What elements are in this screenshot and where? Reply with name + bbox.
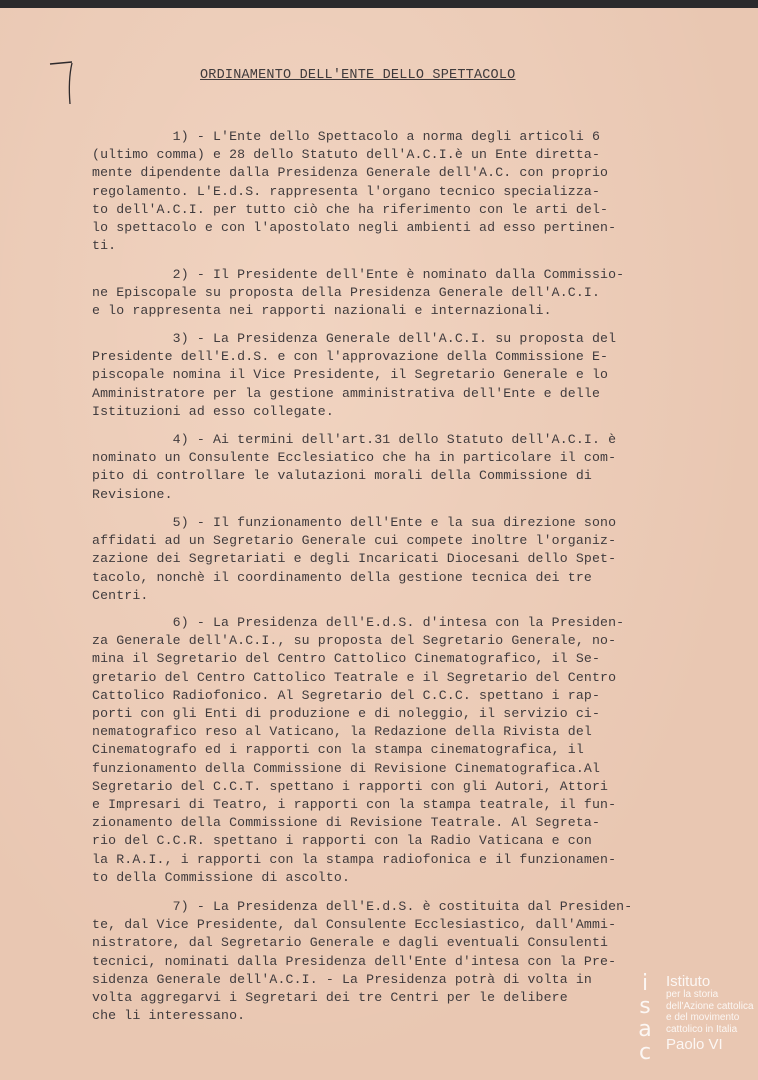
watermark-monogram-logo: i s a c [638, 971, 652, 1065]
article-4: 4) - Ai termini dell'art.31 dello Statuto dell'A.C.I. è nominato un Consulente Ecclesiatico che ha in particolare il com- pito di controllare le valutazioni morali della Commissione di Revisione. [92, 432, 617, 502]
article-1: 1) - L'Ente dello Spettacolo a norma degli articoli 6 (ultimo comma) e 28 dello Statuto dell'A.C.I.è un Ente diretta- mente dipendente dalla Presidenza Generale dell'A.C. con proprio regolamento. L'E.d.S. rappresenta l'organo tecnico specializza- to dell'A.C.I. per tutto ciò che ha riferimento con le arti del- lo spettacolo e con l'apostolato negli ambienti ad esso pertinen- ti. [92, 129, 617, 254]
article-6: 6) - La Presidenza dell'E.d.S. d'intesa con la Presiden- za Generale dell'A.C.I., su proposta del Segretario Generale, no- mina il Segretario del Centro Cattolico Cinematografico, il Se- gretario del Centro Cattolico Teatrale e il Segretario del Centro Cattolico Radiofonico. Al Segretario del C.C.C. spettano i rap- porti con gli Enti di produzione e di noleggio, il servizio ci- nematografico reso al Vaticano, la Redazione della Rivista del Cinematografo ed i rapporti con la stampa cinematografica, il funzionamento della Commissione di Revisione Cinematografica.Al Segretario del C.C.T. spettano i rapporti con gli Autori, Attori e Impresari di Teatro, i rapporti con la stampa teatrale, il fun- zionamento della Commissione di Revisione Teatrale. Al Segreta- rio del C.C.R. spettano i rapporti con la Radio Vaticana e con la R.A.I., i rapporti con la stampa radiofonica e il funzionamen- to della Commissione di ascolto. [92, 615, 625, 885]
article-7: 7) - La Presidenza dell'E.d.S. è costituita dal Presiden- te, dal Vice Presidente, dal Consulente Ecclesiastico, dall'Ammi- nistratore, dal Segretario Generale e dagli eventuali Consulenti tecnici, nominati dalla Presidenza dell'Ente d'intesa con la Pre- sidenza Generale dell'A.C.I. - La Presidenza potrà di volta in volta aggregarvi i Segretari dei tre Centri per le delibere che li interessano. [92, 899, 633, 1024]
page-title: ORDINAMENTO DELL'ENTE DELLO SPETTACOLO [200, 68, 516, 83]
article-5: 5) - Il funzionamento dell'Ente e la sua direzione sono affidati ad un Segretario Generale cui compete inoltre l'organiz- zazione dei Segretariati e degli Incaricati Diocesani dello Spet- tacolo, nonchè il coordinamento della gestione tecnica dei tre Centri. [92, 515, 617, 603]
watermark-text: Istituto per la storia dell'Azione cattolica e del movimento cattolico in Italia Paolo VI [666, 973, 754, 1053]
article-2: 2) - Il Presidente dell'Ente è nominato dalla Commissio- ne Episcopale su proposta della Presidenza Generale dell'A.C.I. e lo rappresenta nei rapporti nazionali e internazionali. [92, 267, 625, 319]
archive-watermark [628, 972, 758, 1064]
pencil-mark-icon [48, 60, 76, 110]
scan-top-edge [0, 0, 758, 8]
article-3: 3) - La Presidenza Generale dell'A.C.I. su proposta del Presidente dell'E.d.S. e con l'approvazione della Commissione E- piscopale nomina il Vice Presidente, il Segretario Generale e lo Amministratore per la gestione amministrativa dell'Ente e delle Istituzioni ad esso collegate. [92, 331, 617, 419]
